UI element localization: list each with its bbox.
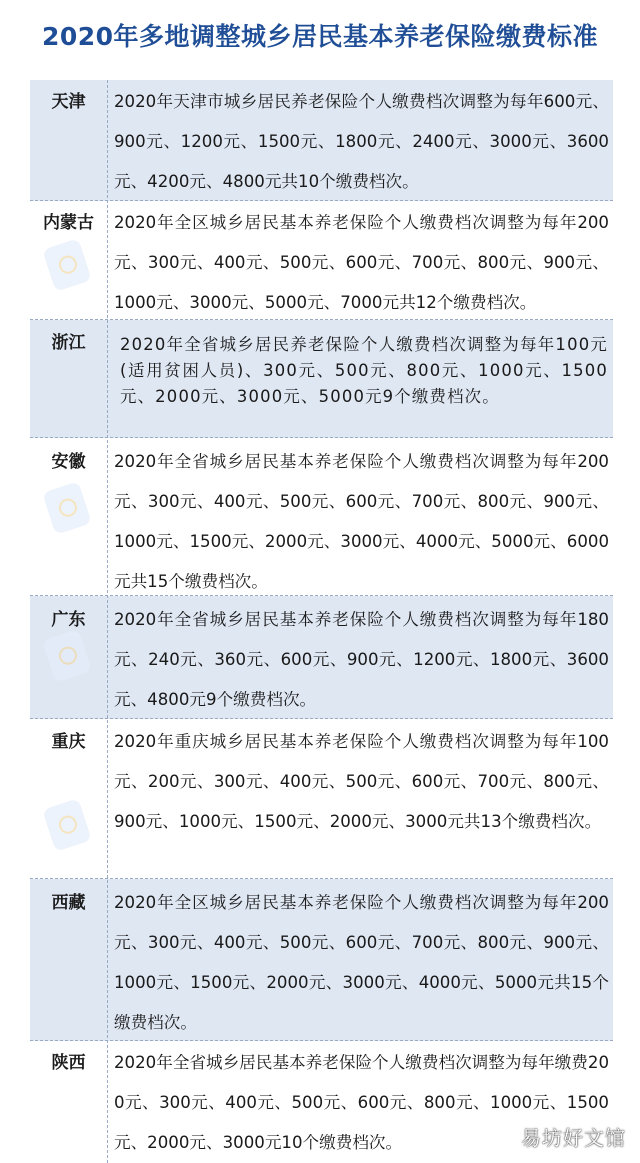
row-text: 2020年全省城乡居民基本养老保险个人缴费档次调整为每年200元、300元、400元、500元、600元、700元、800元、900元、1000元、1500元、2000元、3000元、4000元、5000元、6000元共15个缴费档次。 <box>114 452 609 591</box>
row-text: 2020年天津市城乡居民养老保险个人缴费档次调整为每年600元、900元、1200元、1500元、1800元、2400元、3000元、3600元、4200元、4800元共10个缴费档次。 <box>114 92 609 191</box>
row-text: 2020年全省城乡居民基本养老保险个人缴费档次调整为每年180元、240元、360元、600元、900元、1200元、1800元、3600元、4800元9个缴费档次。 <box>114 610 609 709</box>
table-row-guangdong <box>30 596 613 719</box>
row-text: 2020年全省城乡居民养老保险个人缴费档次调整为每年100元(适用贫困人员)、300元、500元、800元、1000元、1500元、2000元、3000元、5000元9个缴费档次。 <box>120 335 608 406</box>
region-label: 内蒙古 <box>43 213 94 233</box>
watermark-icon <box>42 481 92 535</box>
region-label: 重庆 <box>51 732 86 752</box>
watermark-icon <box>42 238 92 292</box>
region-label: 西藏 <box>51 893 86 913</box>
brand-watermark: 易坊好文馆 <box>521 1126 626 1150</box>
region-label: 天津 <box>51 92 86 112</box>
row-text: 2020年全区城乡居民基本养老保险个人缴费档次调整为每年200元、300元、400元、500元、600元、700元、800元、900元、1000元、1500元、2000元、3000元、4000元、5000元共15个缴费档次。 <box>114 893 609 1032</box>
table-row-xizang <box>30 879 613 1041</box>
table-row-chongqing <box>30 719 613 879</box>
region-label: 广东 <box>51 610 86 630</box>
row-text: 2020年重庆城乡居民基本养老保险个人缴费档次调整为每年100元、200元、300元、400元、500元、600元、700元、800元、900元、1000元、1500元、2000元、3000元共13个缴费档次。 <box>114 732 609 831</box>
region-label: 浙江 <box>51 333 86 353</box>
page-title: 2020年多地调整城乡居民基本养老保险缴费标准 <box>41 22 599 51</box>
region-label: 陕西 <box>51 1053 86 1073</box>
region-label: 安徽 <box>51 452 86 472</box>
column-divider <box>107 80 108 1163</box>
table-row-anhui <box>30 438 613 596</box>
table-row-tianjin <box>30 80 613 201</box>
standards-table <box>30 80 613 1163</box>
table-row-zhejiang <box>30 320 613 438</box>
watermark-icon <box>42 798 92 852</box>
row-text: 2020年全区城乡居民基本养老保险个人缴费档次调整为每年200元、300元、400元、500元、600元、700元、800元、900元、1000元、3000元、5000元、7000元共12个缴费档次。 <box>114 213 609 312</box>
table-row-neimenggu <box>30 201 613 320</box>
row-text: 2020年全省城乡居民基本养老保险个人缴费档次调整为每年缴费200元、300元、400元、500元、600元、800元、1000元、1500元、2000元、3000元10个缴费档次。 <box>114 1053 609 1152</box>
